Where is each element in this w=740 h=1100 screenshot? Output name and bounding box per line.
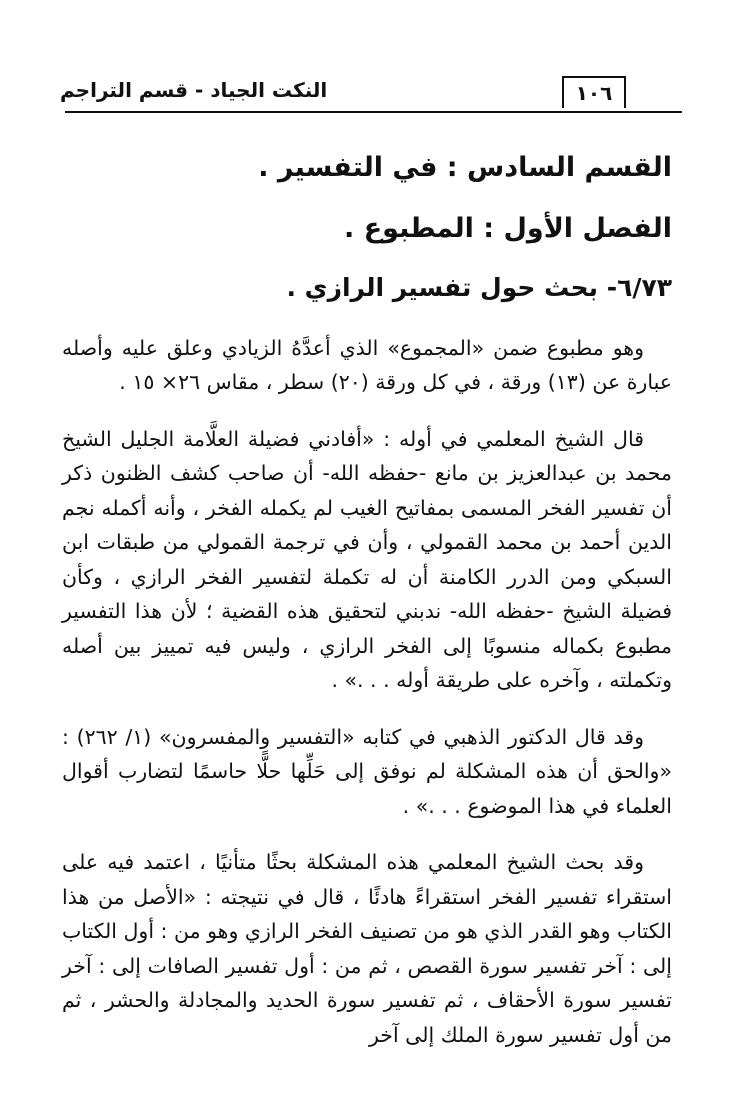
entry-title: ٦/٧٣- بحث حول تفسير الرازي . [286,273,672,302]
running-head: النكت الجياد - قسم التراجم [60,78,328,102]
paragraph-1: وهو مطبوع ضمن «المجموع» الذي أعدَّهُ الزيادي وعلق عليه وأصله عبارة عن (١٣) ورقة ، في كل ورقة (٢٠) سطر ، مقاس ٢٦× ١٥ . [62,335,672,394]
header-rule [65,111,682,113]
page-content [62,140,672,1074]
paragraph-2: قال الشيخ المعلمي في أوله : «أفادني فضيلة العلَّامة الجليل الشيخ محمد بن عبدالعزيز بن مانع -حفظه الله- أن صاحب كشف الظنون ذكر أن تفسير الفخر المسمى بمفاتيح الغيب لم يكمله الفخر ، وأنه أكمله نجم الدين أحمد بن محمد القمولي ، وأن في ترجمة القمولي من طبقات ابن السبكي ومن الدرر الكامنة أن له تكملة لتفسير الفخر الرازي ، وكأن فضيلة الشيخ -حفظه الله- ندبني لتحقيق هذه القضية ؛ لأن هذا التفسير مطبوع بكماله منسوبًا إلى الفخر الرازي ، وليس فيه تمييز بين أصله وتكملته ، وآخره على طريقة أوله . . .» . [62,426,672,692]
chapter-title: الفصل الأول : المطبوع . [344,212,672,244]
page-number: ١٠٦ [562,76,626,108]
page-header [60,76,680,112]
paragraph-3: وقد قال الدكتور الذهبي في كتابه «التفسير والمفسرون» (١/ ٢٦٢) : «والحق أن هذه المشكلة لم نوفق إلى حَلِّها حلًّا حاسمًا لتضارب أقوال العلماء في هذا الموضوع . . .» . [62,724,672,818]
section-title: القسم السادس : في التفسير . [258,152,672,183]
paragraph-4: وقد بحث الشيخ المعلمي هذه المشكلة بحثًا متأنيًا ، اعتمد فيه على استقراء تفسير الفخر استقراءً هادئًا ، قال في نتيجته : «الأصل من هذا الكتاب وهو القدر الذي هو من تصنيف الفخر الرازي وهو من : أول الكتاب إلى : آخر تفسير سورة القصص ، ثم من : أول تفسير الصافات إلى : آخر تفسير سورة الأحقاف ، ثم تفسير سورة الحديد والمجادلة والحشر ، ثم من أول تفسير سورة الملك إلى آخر [62,850,672,1047]
